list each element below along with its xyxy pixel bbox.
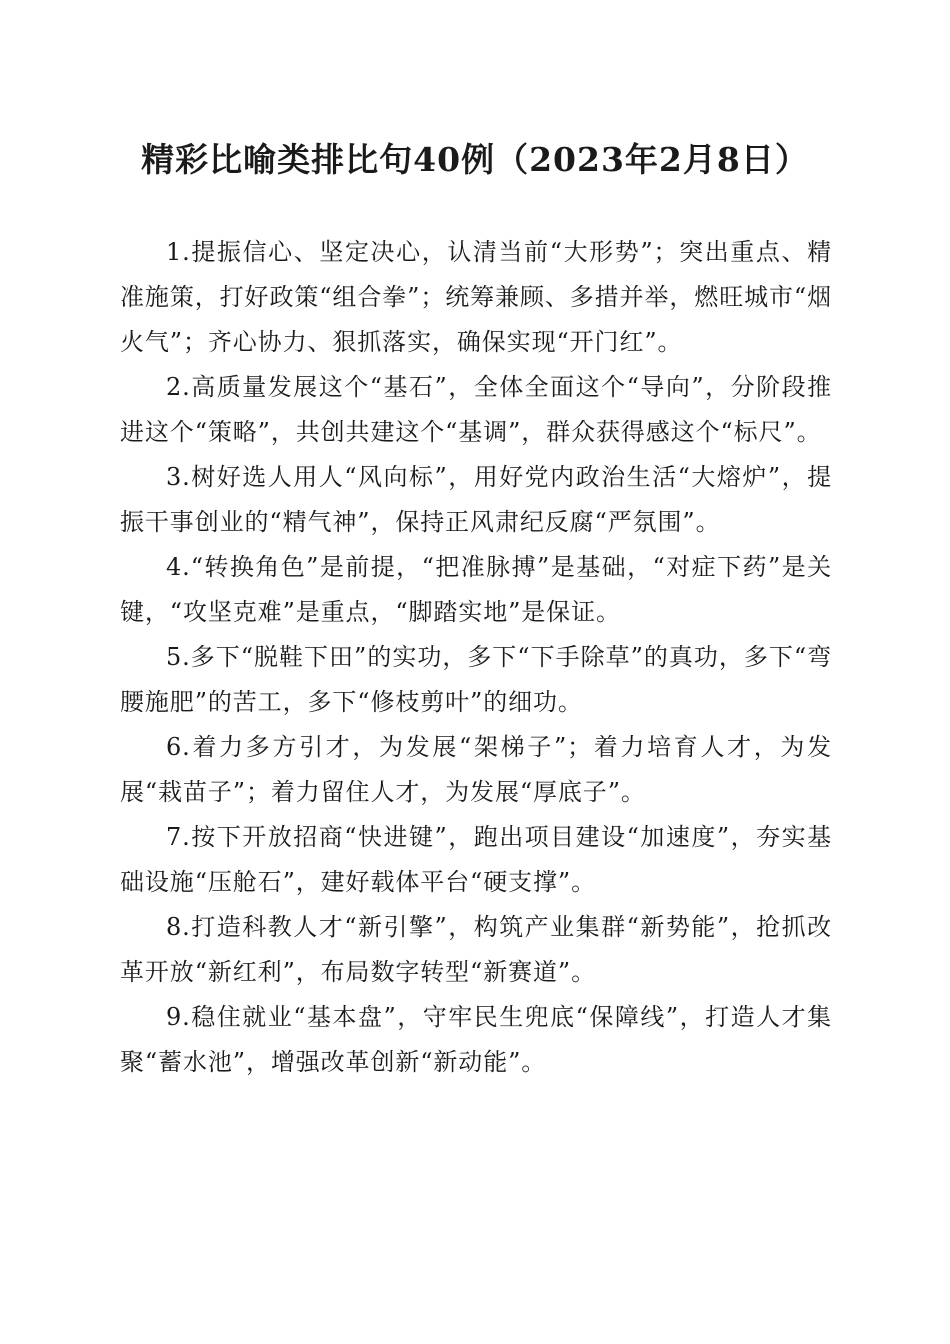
paragraph-7: 7.按下开放招商“快进键”，跑出项目建设“加速度”，夯实基础设施“压舱石”，建好载体平台“硬支撑”。 [120, 823, 832, 896]
paragraph-4: 4.“转换角色”是前提，“把准脉搏”是基础，“对症下药”是关键，“攻坚克难”是重点，“脚踏实地”是保证。 [120, 553, 832, 626]
paragraph-9: 9.稳住就业“基本盘”，守牢民生兜底“保障线”，打造人才集聚“蓄水池”，增强改革创新“新动能”。 [120, 1003, 832, 1076]
paragraph-6: 6.着力多方引才，为发展“架梯子”；着力培育人才，为发展“栽苗子”；着力留住人才，为发展“厚底子”。 [120, 733, 832, 806]
paragraph-2: 2.高质量发展这个“基石”，全体全面这个“导向”，分阶段推进这个“策略”，共创共建这个“基调”，群众获得感这个“标尺”。 [120, 373, 832, 446]
paragraph-1: 1.提振信心、坚定决心，认清当前“大形势”；突出重点、精准施策，打好政策“组合拳”；统筹兼顾、多措并举，燃旺城市“烟火气”；齐心协力、狠抓落实，确保实现“开门红”。 [120, 238, 832, 356]
paragraph-3: 3.树好选人用人“风向标”，用好党内政治生活“大熔炉”，提振干事创业的“精气神”，保持正风肃纪反腐“严氛围”。 [120, 463, 832, 536]
document-title: 精彩比喻类排比句40例（2023年2月8日） [141, 140, 809, 179]
paragraph-8: 8.打造科教人才“新引擎”，构筑产业集群“新势能”，抢抓改革开放“新红利”，布局数字转型“新赛道”。 [120, 913, 832, 986]
document-body [120, 230, 832, 1085]
paragraph-5: 5.多下“脱鞋下田”的实功，多下“下手除草”的真功，多下“弯腰施肥”的苦工，多下“修枝剪叶”的细功。 [120, 643, 832, 716]
